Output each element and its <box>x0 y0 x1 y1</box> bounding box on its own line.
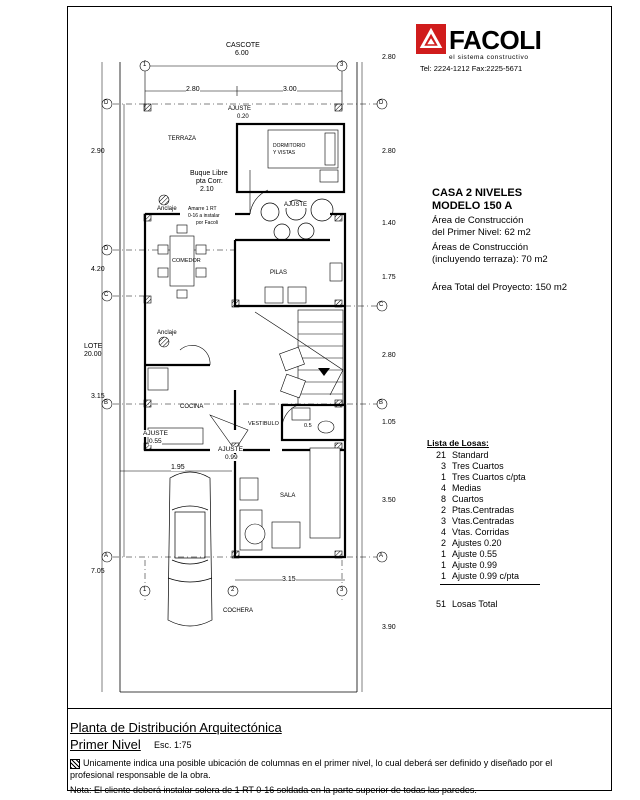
losas-total-qty: 51 <box>435 599 446 609</box>
dim-right-140: 1.40 <box>382 220 396 227</box>
axis-label-3-top: 3 <box>340 62 344 68</box>
anclaje-label-top: Anclaje <box>157 206 177 212</box>
losa-qty: 1 <box>440 472 446 482</box>
losa-row <box>428 516 568 527</box>
axis-label-b: B <box>104 400 109 406</box>
cochera-label: COCHERA <box>223 608 254 614</box>
axis-label-1-top: 1 <box>143 62 147 68</box>
dim-05-label: 0.5 <box>304 423 312 429</box>
ajuste-055-label: 0.55 <box>149 438 162 445</box>
ajuste-label-plants: AJUSTE <box>284 202 308 208</box>
axis-label-c-right: C <box>379 302 384 308</box>
losa-desc: Medias <box>452 483 482 493</box>
dim-705: 7.05 <box>91 568 105 575</box>
column-note <box>70 757 590 781</box>
axis-label-d-mid: D <box>104 246 109 252</box>
solera-note: Nota: El cliente deberá instalar solera de 1 RT 0-16 soldada en la parte superior de todas las paredes. <box>70 785 477 795</box>
losa-qty: 4 <box>440 483 446 493</box>
losa-qty: 2 <box>440 505 446 515</box>
losa-row <box>428 527 568 538</box>
dim-290: 2.90 <box>91 148 105 155</box>
area-first-level-1: Área de Construcción <box>432 215 524 226</box>
anclaje-label-mid: Anclaje <box>157 330 177 336</box>
axis-label-d-right: D <box>379 100 384 106</box>
ajuste-020-top: 0.20 <box>237 114 249 120</box>
axis-label-b-right: B <box>379 400 384 406</box>
losas-total-divider <box>440 584 540 585</box>
buque-libre-dim: 2.10 <box>200 186 214 193</box>
losa-row <box>428 560 568 571</box>
column-hatch-icon <box>70 759 80 769</box>
dim-315-bottom: 3.15 <box>282 576 296 583</box>
losa-qty: 3 <box>440 461 446 471</box>
losa-row <box>428 483 568 494</box>
plan-subtitle: Primer Nivel <box>70 737 141 752</box>
losa-row <box>428 494 568 505</box>
facoli-logo-subtitle: el sistema constructivo <box>449 54 529 61</box>
facoli-logo-icon <box>416 24 446 54</box>
ajuste-099-label: 0.99 <box>225 454 238 461</box>
axis-label-1: 1 <box>143 587 147 593</box>
losa-row <box>428 549 568 560</box>
comedor-label: COMEDOR <box>172 258 201 264</box>
area-total: Área Total del Proyecto: 150 m2 <box>432 282 568 293</box>
dim-right-390: 3.90 <box>382 624 396 631</box>
losa-row <box>428 505 568 516</box>
buque-libre-label: Buque Libre <box>190 170 228 177</box>
cascote-label: CASCOTE <box>226 42 260 49</box>
dim-right-105: 1.05 <box>382 419 396 426</box>
losa-desc: Vtas. Corridas <box>452 527 510 537</box>
axis-label-a: A <box>104 553 109 559</box>
area-first-level-2: del Primer Nivel: 62 m2 <box>432 227 531 238</box>
losa-qty: 8 <box>440 494 446 504</box>
plan-scale: Esc. 1:75 <box>154 740 192 750</box>
amarre-label-3: por Facoli <box>196 220 218 226</box>
losa-qty: 1 <box>440 549 446 559</box>
area-terrace-1: Áreas de Construcción <box>432 242 529 253</box>
dim-420: 4.20 <box>91 266 105 273</box>
dim-280-top: 2.80 <box>186 86 200 93</box>
losa-qty: 2 <box>440 538 446 548</box>
lote-label: LOTE <box>84 343 103 350</box>
cocina-label: COCINA <box>180 404 204 410</box>
losa-desc: Vtas.Centradas <box>452 516 515 526</box>
losa-desc: Ptas.Centradas <box>452 505 515 515</box>
ajuste-label-vestibulo: AJUSTE <box>218 446 243 453</box>
dormitorio-label-2: Y VISTAS <box>273 150 296 156</box>
losas-total-row <box>428 599 568 610</box>
axis-label-c: C <box>104 292 109 298</box>
losa-desc: Cuartos <box>452 494 484 504</box>
dim-315-left: 3.15 <box>91 393 105 400</box>
project-title-line-1: CASA 2 NIVELES <box>432 187 523 199</box>
axis-label-d: D <box>104 100 109 106</box>
axis-label-a-right: A <box>379 553 384 559</box>
losa-row <box>428 538 568 549</box>
losa-desc: Ajuste 0.55 <box>452 549 498 559</box>
column-note-text: Unicamente indica una posible ubicación de columnas en el primer nivel, lo cual deberá ser definido y diseñado por el profesional responsable de la obra. <box>70 758 553 780</box>
ajuste-label-cocina: AJUSTE <box>143 430 168 437</box>
losa-desc: Ajuste 0.99 <box>452 560 498 570</box>
lote-dimension: 20.00 <box>84 351 102 358</box>
project-title <box>432 187 522 213</box>
losa-desc: Tres Cuartos c/pta <box>452 472 526 482</box>
dim-300-top: 3.00 <box>283 86 297 93</box>
sala-label: SALA <box>280 493 296 499</box>
losa-desc: Ajustes 0.20 <box>452 538 502 548</box>
losa-qty: 3 <box>440 516 446 526</box>
ajuste-label-top: AJUSTE <box>228 106 252 112</box>
losa-desc: Standard <box>452 450 489 460</box>
dim-right-350: 3.50 <box>382 497 396 504</box>
amarre-label-2: 0-16 a instalar <box>188 213 220 219</box>
losa-row <box>428 472 568 483</box>
axis-label-3: 3 <box>340 587 344 593</box>
losa-row <box>428 461 568 472</box>
facoli-logo-name: FACOLI <box>449 25 542 55</box>
losas-title: Lista de Losas: <box>427 438 489 448</box>
losa-qty: 4 <box>440 527 446 537</box>
dim-right-280b: 2.80 <box>382 148 396 155</box>
losa-desc: Ajuste 0.99 c/pta <box>452 571 520 581</box>
losa-row <box>428 450 568 461</box>
cascote-dimension <box>145 60 342 110</box>
dim-right-175: 1.75 <box>382 274 396 281</box>
contact-info: Tel: 2224-1212 Fax:2225-5671 <box>420 64 523 73</box>
pilas-label: PILAS <box>270 270 288 276</box>
buque-libre-label-2: pta Corr. <box>196 178 223 185</box>
losa-qty: 21 <box>435 450 446 460</box>
terraza-label: TERRAZA <box>168 136 197 142</box>
losa-qty: 1 <box>440 560 446 570</box>
amarre-label-1: Amarre 1 RT <box>188 206 217 212</box>
losa-qty: 1 <box>440 571 446 581</box>
losa-row <box>428 571 568 582</box>
area-terrace-2: (incluyendo terraza): 70 m2 <box>432 254 548 265</box>
dim-195: 1.95 <box>171 464 185 471</box>
project-title-line-2: MODELO 150 A <box>432 200 513 212</box>
axis-label-2: 2 <box>231 587 235 593</box>
losas-total-desc: Losas Total <box>452 599 498 609</box>
cascote-dimension-value: 6.00 <box>235 50 249 57</box>
dim-right-280c: 2.80 <box>382 352 396 359</box>
losa-desc: Tres Cuartos <box>452 461 504 471</box>
dormitorio-label: DORMITORIO <box>273 143 306 149</box>
plan-title: Planta de Distribución Arquitectónica <box>70 720 282 735</box>
stairs-arrow <box>318 368 330 376</box>
vestibulo-label: VESTIBULO <box>248 421 279 427</box>
dim-right-280a: 2.80 <box>382 54 396 61</box>
car <box>168 472 212 626</box>
